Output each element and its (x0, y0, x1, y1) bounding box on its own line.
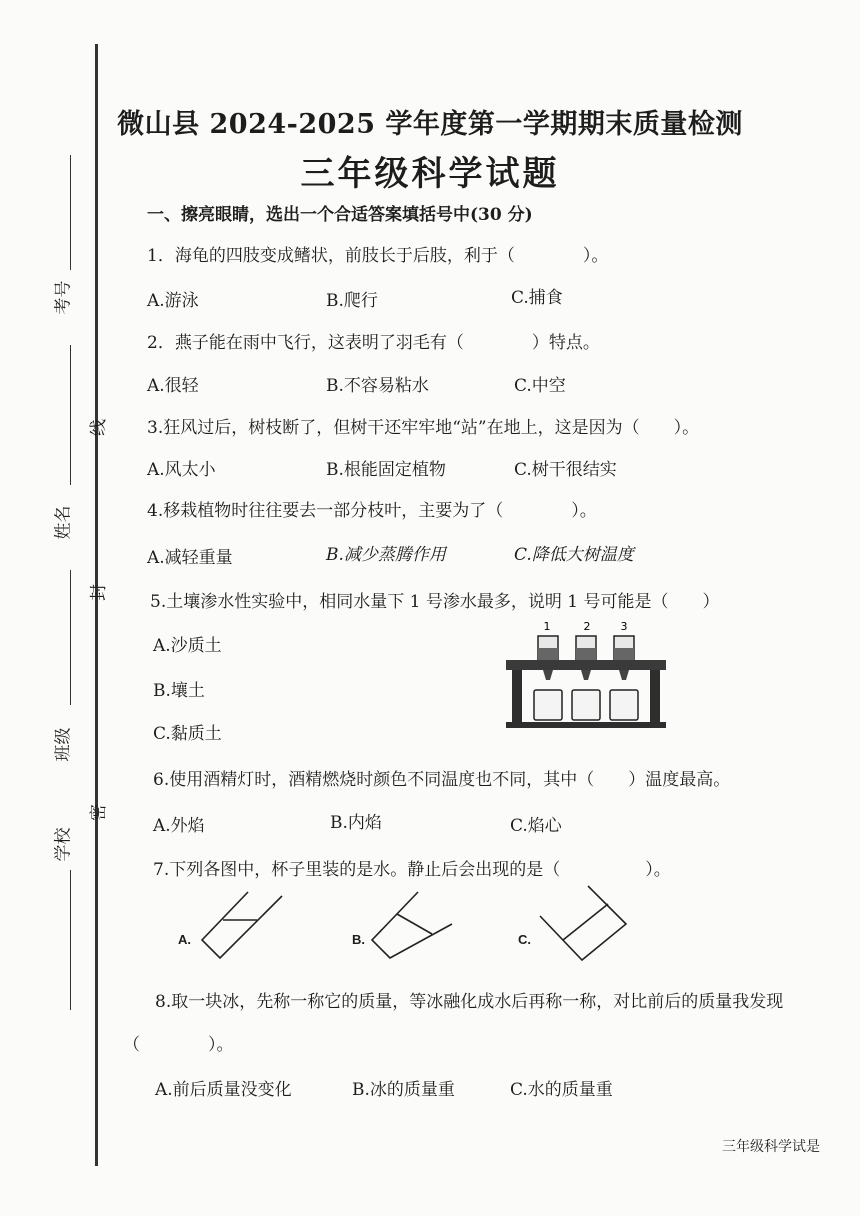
exam-subtitle: 三年级科学试题 (300, 154, 560, 194)
q8-option-c: C.水的质量重 (510, 1080, 613, 1100)
question-4: 4.移栽植物时往往要去一部分枝叶，主要为了（ ）。 (147, 501, 597, 521)
question-2: 2．燕子能在雨中飞行，这表明了羽毛有（ ）特点。 (147, 333, 600, 353)
q1-option-c: C.捕食 (511, 288, 563, 308)
q8-option-a: A.前后质量没变化 (155, 1080, 292, 1100)
tilted-cup-b-figure (370, 890, 452, 960)
cup-label-2: 2 (583, 620, 591, 633)
q7-option-c: C. (518, 932, 531, 947)
q5-option-b: B.壤土 (153, 681, 205, 701)
exam-title: 微山县 2024-2025 学年度第一学期期末质量检测 (117, 109, 743, 140)
cup-label-1: 1 (543, 620, 551, 633)
cup-label-3: 3 (620, 620, 628, 633)
tilted-cup-c-figure (538, 884, 628, 962)
q5-option-c: C.黏质土 (153, 724, 222, 744)
q6-option-b: B.内焰 (330, 813, 382, 833)
q4-option-c: C.降低大树温度 (514, 545, 634, 565)
tilted-cup-a-figure (200, 890, 282, 960)
q1-option-a: A.游泳 (147, 291, 199, 311)
q2-option-c: C.中空 (514, 376, 566, 396)
question-7: 7.下列各图中，杯子里装的是水。静止后会出现的是（ ）。 (153, 860, 671, 880)
xingming-underline (70, 345, 71, 485)
q3-option-b: B.根能固定植物 (326, 460, 446, 480)
xingming-label: 姓名 (53, 505, 74, 540)
question-1: 1．海龟的四肢变成鳍状，前肢长于后肢，利于（ ）。 (147, 246, 609, 266)
q7-option-b: B. (352, 932, 365, 947)
section-heading: 一、擦亮眼睛，选出一个合适答案填括号中(30 分) (147, 205, 533, 225)
question-8-continuation: （ ）。 (123, 1035, 234, 1055)
q1-option-b: B.爬行 (326, 291, 378, 311)
q4-option-a: A.减轻重量 (147, 548, 233, 568)
xuexiao-underline (70, 870, 71, 1010)
question-5: 5.土壤渗水性实验中，相同水量下 1 号渗水最多，说明 1 号可能是（ ） (150, 592, 720, 612)
page-footer: 三年级科学试是 (722, 1139, 820, 1155)
banji-label: 班级 (53, 727, 74, 762)
xuexiao-label: 学校 (53, 827, 74, 862)
q5-option-a: A.沙质土 (153, 636, 222, 656)
q7-option-a: A. (178, 932, 191, 947)
question-8: 8.取一块冰，先称一称它的质量，等冰融化成水后再称一称，对比前后的质量我发现 (155, 992, 784, 1012)
kaohao-label: 考号 (53, 280, 74, 315)
banji-underline (70, 570, 71, 705)
q2-option-b: B.不容易粘水 (326, 376, 429, 396)
soil-seepage-apparatus-figure (500, 618, 672, 730)
q6-option-c: C.焰心 (510, 816, 562, 836)
q2-option-a: A.很轻 (147, 376, 199, 396)
q6-option-a: A.外焰 (153, 816, 205, 836)
question-3: 3.狂风过后，树枝断了，但树干还牢牢地“站”在地上，这是因为（ ）。 (147, 418, 700, 438)
q8-option-b: B.冰的质量重 (352, 1080, 455, 1100)
q4-option-b: B.减少蒸腾作用 (326, 545, 446, 565)
q3-option-a: A.风太小 (147, 460, 216, 480)
xian-label: 线 (89, 419, 109, 436)
feng-label: 封 (89, 584, 109, 601)
binding-line (95, 44, 98, 1166)
q3-option-c: C.树干很结实 (514, 460, 617, 480)
mi-label: 密 (89, 804, 109, 821)
question-6: 6.使用酒精灯时，酒精燃烧时颜色不同温度也不同，其中（ ）温度最高。 (153, 770, 731, 790)
